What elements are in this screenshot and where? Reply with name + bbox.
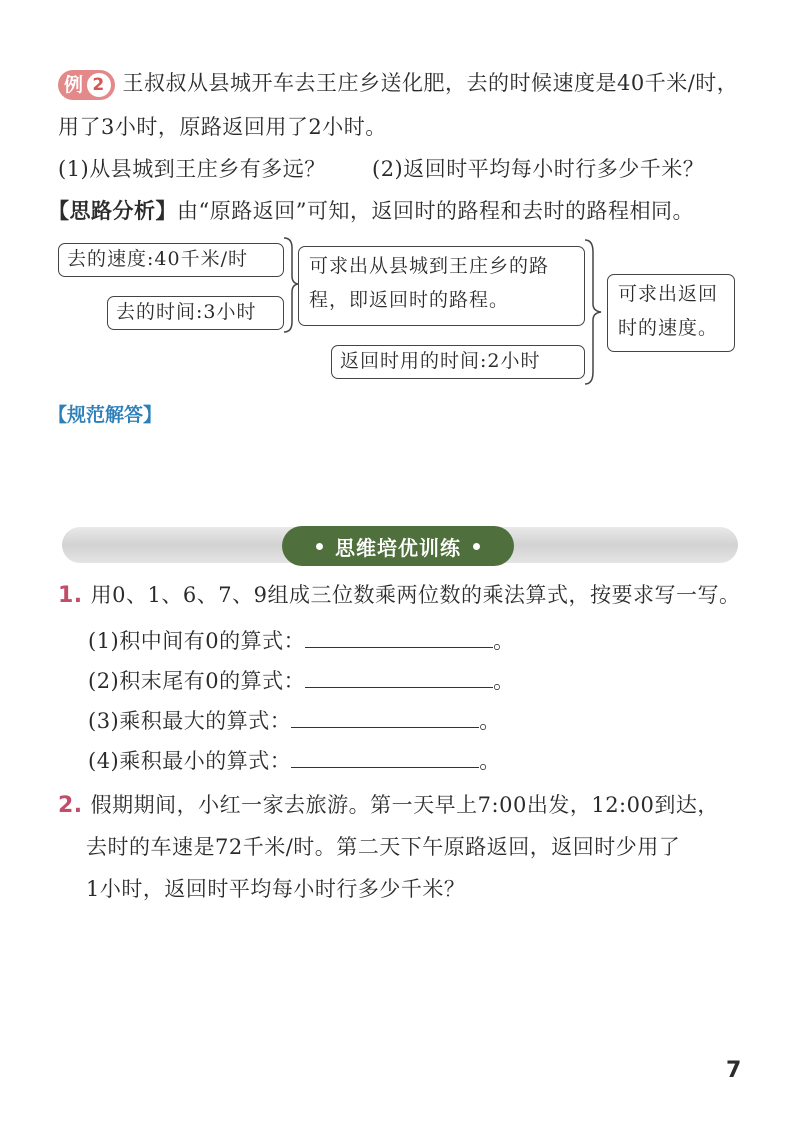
problem-1-item-3 — [88, 705, 501, 736]
answer-blank-2[interactable] — [305, 665, 493, 688]
banner-dot-right — [473, 543, 480, 550]
item-1-end: 。 — [493, 629, 515, 653]
item-3-label: (3)乘积最大的算式： — [88, 709, 292, 733]
item-3-end: 。 — [479, 709, 501, 733]
item-4-end: 。 — [479, 749, 501, 773]
brace-left — [284, 238, 298, 332]
analysis-heading: 【思路分析】 — [48, 199, 177, 223]
analysis-text: 由“原路返回”可知，返回时的路程和去时的路程相同。 — [177, 199, 694, 223]
item-4-label: (4)乘积最小的算式： — [88, 749, 292, 773]
answer-blank-4[interactable] — [291, 745, 479, 768]
problem-1-text: 用0、1、6、7、9组成三位数乘两位数的乘法算式，按要求写一写。 — [90, 583, 741, 607]
example-badge-label: 例 — [64, 73, 84, 96]
brace-right — [585, 240, 601, 384]
diagram-speed-box: 去的速度:40千米/时 — [58, 243, 284, 277]
example-text-line-1: 王叔叔从县城开车去王庄乡送化肥，去的时候速度是40千米/时， — [122, 71, 739, 95]
example-question-2: (2)返回时平均每小时行多少千米？ — [372, 157, 705, 181]
item-2-label: (2)积末尾有0的算式： — [88, 669, 306, 693]
answer-blank-3[interactable] — [291, 705, 479, 728]
section-banner — [282, 526, 514, 566]
problem-1-number: 1. — [58, 583, 83, 608]
problem-2-line-3: 1小时，返回时平均每小时行多少千米？ — [86, 877, 466, 901]
answer-blank-1[interactable] — [305, 625, 493, 648]
section-title: 思维培优训练 — [335, 535, 461, 560]
problem-2-line-1: 假期期间，小红一家去旅游。第一天早上7:00出发，12:00到达， — [90, 793, 719, 817]
page-number: 7 — [726, 1058, 742, 1083]
diagram-speed-result-box: 可求出返回时的速度。 — [607, 274, 735, 352]
answer-heading: 【规范解答】 — [48, 404, 163, 426]
diagram-braces — [0, 0, 800, 420]
problem-1 — [58, 580, 740, 611]
banner-dot-left — [316, 543, 323, 550]
example-text-line-2: 用了3小时，原路返回用了2小时。 — [58, 115, 387, 139]
problem-2-line-2: 去时的车速是72千米/时。第二天下午原路返回，返回时少用了 — [86, 835, 681, 859]
item-2-end: 。 — [493, 669, 515, 693]
problem-2 — [58, 790, 719, 821]
item-1-label: (1)积中间有0的算式： — [88, 629, 306, 653]
diagram-distance-result-box: 可求出从县城到王庄乡的路程，即返回时的路程。 — [298, 246, 585, 326]
problem-1-item-2 — [88, 665, 515, 696]
diagram-time-return-box: 返回时用的时间:2小时 — [331, 345, 585, 379]
problem-1-item-1 — [88, 625, 515, 656]
example-question-1: (1)从县城到王庄乡有多远？ — [58, 157, 326, 181]
example-badge-number: 2 — [87, 73, 111, 97]
problem-2-number: 2. — [58, 793, 83, 818]
diagram-time-go-box: 去的时间:3小时 — [107, 296, 284, 330]
problem-1-item-4 — [88, 745, 501, 776]
